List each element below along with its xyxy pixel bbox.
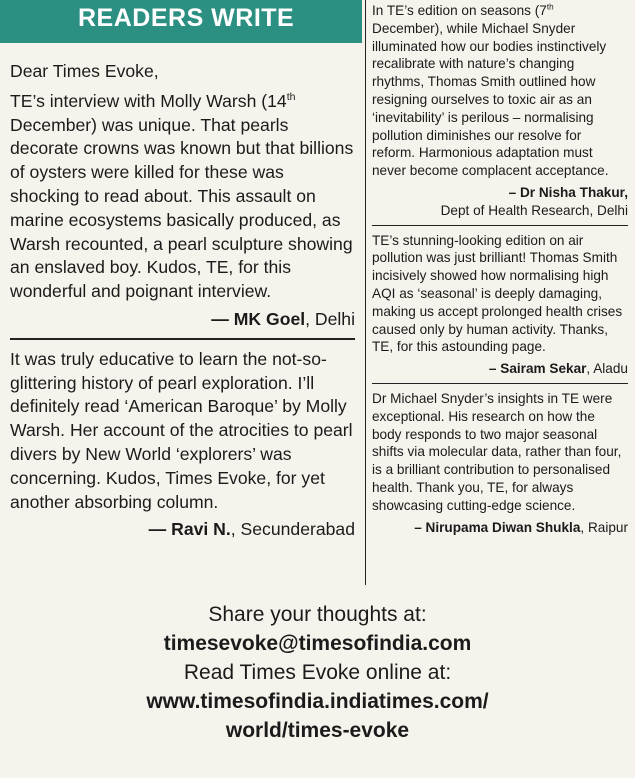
salutation: Dear Times Evoke, — [10, 61, 159, 81]
letter-body — [10, 90, 355, 304]
signature-name: – Sairam Sekar — [488, 361, 587, 377]
signature-name: – Dr Nisha Thakur, — [508, 184, 628, 200]
read-online-label: Read Times Evoke online at: — [183, 661, 452, 684]
letter-body-start: In TE’s edition on seasons (7 — [372, 3, 547, 18]
left-column — [10, 52, 355, 542]
letter-nisha-thakur — [372, 2, 628, 220]
website-link-line2[interactable]: world/times-evoke — [225, 719, 410, 742]
ordinal-suffix: th — [286, 90, 296, 103]
letter-body: It was truly educative to learn the not-so-glittering history of pearl exploration. I’ll definitely read ‘American Baroque’ by Molly Warsh. Her account of the atrocities to pearl divers by New World ‘explorers’ was concerning. Kudos, Times Evoke, for yet another absorbing column. — [10, 348, 353, 512]
letter-body-rest: December) was unique. That pearls decorate crowns was known but that billions of oysters were killed for these was shocking to read about. This assault on marine ecosystems basically produced, as Warsh recounted, a pearl sculpture showing an enslaved boy. Kudos, TE, for this wonderful and poignant interview. — [10, 114, 354, 302]
ordinal-suffix: th — [546, 2, 554, 12]
signature-name: – Nirupama Diwan Shukla — [414, 519, 581, 535]
letter-sairam-sekar — [372, 232, 628, 378]
letter-body-rest: December), while Michael Snyder illuminated how our bodies instinctively recalibrate with nature’s changing rhythms, Thomas Smith outlined how resigning ourselves to toxic air as an ‘inevitability’ is perilous – normalising pollution diminishes our resolve for reform. Harmonious adaptation must never become complacent acceptance. — [372, 20, 609, 179]
letter-mk-goel — [10, 60, 355, 332]
letter-divider — [372, 225, 628, 226]
header-banner — [0, 0, 362, 43]
letter-body-start: TE’s interview with Molly Warsh (14 — [10, 90, 287, 111]
letter-body: Dr Michael Snyder’s insights in TE were exceptional. His research on how the body responds to two major seasonal shifts via molecular data, rather than four, is a brilliant contribution to personalised health. Thank you, TE, for always showcasing cutting-edge science. — [372, 390, 622, 513]
letter-divider — [10, 338, 355, 340]
signature-name: — MK Goel — [211, 308, 306, 329]
signature — [372, 184, 628, 220]
signature-place: , Delhi — [305, 308, 355, 329]
letter-nirupama-shukla — [372, 390, 628, 536]
signature — [372, 519, 628, 537]
right-column — [372, 2, 628, 536]
website-link-line1[interactable]: www.timesofindia.indiatimes.com/ — [146, 690, 489, 713]
letter-body: TE’s stunning-looking edition on air pollution was just brilliant! Thomas Smith incisively showed how normalising high AQI as ‘seasonal’ is deeply damaging, making us accept prolonged health crises caused only by human activity. Thanks, TE, for this astounding page. — [372, 232, 623, 355]
signature-name: — Ravi N. — [148, 519, 231, 540]
signature-place: , Raipur — [580, 519, 628, 535]
signature — [10, 518, 355, 542]
signature-place: Dept of Health Research, Delhi — [440, 202, 628, 218]
column-divider — [365, 0, 366, 585]
signature — [10, 308, 355, 332]
section-title: READERS WRITE — [78, 4, 295, 32]
footer — [0, 600, 635, 745]
signature — [372, 360, 628, 378]
email-link[interactable]: timesevoke@timesofindia.com — [163, 632, 472, 655]
signature-place: , Aladu — [586, 361, 628, 377]
letter-ravi-n — [10, 348, 355, 542]
letter-divider — [372, 383, 628, 384]
share-label: Share your thoughts at: — [208, 603, 427, 626]
signature-place: , Secunderabad — [230, 519, 355, 540]
letter-body — [372, 2, 628, 180]
